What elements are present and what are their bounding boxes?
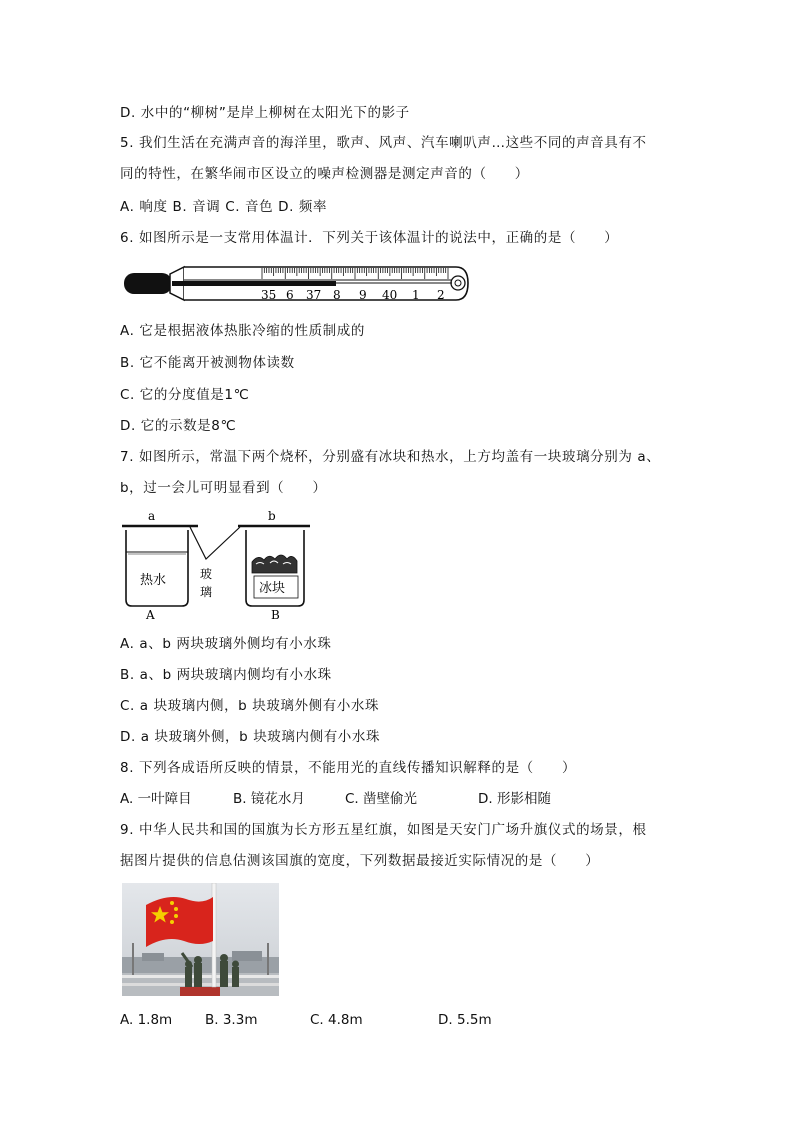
label-b: b [268,509,276,523]
q4-option-d: D. 水中的“柳树”是岸上柳树在太阳光下的影子 [120,105,410,121]
thermometer-label: 6 [286,288,294,302]
thermometer-label: 8 [333,288,341,302]
q8-option-b: B. 镜花水月 [233,791,305,807]
flag-raising-photo [122,883,279,996]
q5-stem-line1: 5. 我们生活在充满声音的海洋里，歌声、风声、汽车喇叭声…这些不同的声音具有不 [120,135,647,151]
mercury-column [172,281,336,286]
thermometer-figure [122,262,472,306]
beakers-figure [120,506,312,624]
q9-option-c: C. 4.8m [310,1012,363,1028]
q6-option-b: B. 它不能离开被测物体读数 [120,355,295,371]
q9-option-d: D. 5.5m [438,1012,492,1028]
q6-stem: 6. 如图所示是一支常用体温计．下列关于该体温计的说法中，正确的是（ ） [120,230,619,246]
thermometer-label: 40 [382,288,398,302]
glass-label-1: 玻 [200,567,213,581]
thermometer-bulb [124,273,172,294]
q8-stem: 8. 下列各成语所反映的情景，不能用光的直线传播知识解释的是（ ） [120,760,577,776]
q7-stem-line1: 7. 如图所示，常温下两个烧杯，分别盛有冰块和热水，上方均盖有一块玻璃分别为 a、 [120,449,661,465]
q8-option-a: A. 一叶障目 [120,791,192,807]
q5-options: A. 响度 B. 音调 C. 音色 D. 频率 [120,199,328,215]
q8-option-c: C. 凿壁偷光 [345,791,418,807]
ice-label: 冰块 [259,581,286,596]
flag [146,897,213,947]
q7-stem-line2: b，过一会儿可明显看到（ ） [120,480,327,496]
q7-option-b: B. a、b 两块玻璃内侧均有小水珠 [120,667,332,683]
beaker-b-label: B [271,608,280,622]
thermometer-label: 2 [437,288,445,302]
q9-stem-line1: 9. 中华人民共和国的国旗为长方形五星红旗，如图是天安门广场升旗仪式的场景，根 [120,822,647,838]
q6-option-d: D. 它的示数是8℃ [120,418,237,434]
thermometer-label: 35 [261,288,277,302]
q7-option-a: A. a、b 两块玻璃外侧均有小水珠 [120,636,332,652]
thermometer-label: 37 [306,288,322,302]
q9-stem-line2: 据图片提供的信息估测该国旗的宽度，下列数据最接近实际情况的是（ ） [120,853,600,869]
thermometer-label: 9 [359,288,367,302]
q6-option-a: A. 它是根据液体热胀冷缩的性质制成的 [120,323,365,339]
q7-option-d: D. a 块玻璃外侧，b 块玻璃内侧有小水珠 [120,729,381,745]
beaker-a [126,530,188,606]
label-a: a [148,509,156,523]
q6-option-c: C. 它的分度值是1℃ [120,387,250,403]
thermometer-label: 1 [412,288,420,302]
beaker-a-label: A [146,608,155,622]
q7-option-c: C. a 块玻璃内侧，b 块玻璃外侧有小水珠 [120,698,380,714]
glass-label-2: 璃 [200,585,213,599]
q9-option-b: B. 3.3m [205,1012,258,1028]
q5-stem-line2: 同的特性，在繁华闹市区设立的噪声检测器是测定声音的（ ） [120,166,529,182]
hot-water-label: 热水 [140,573,167,588]
q8-option-d: D. 形影相随 [478,791,551,807]
q9-option-a: A. 1.8m [120,1012,173,1028]
